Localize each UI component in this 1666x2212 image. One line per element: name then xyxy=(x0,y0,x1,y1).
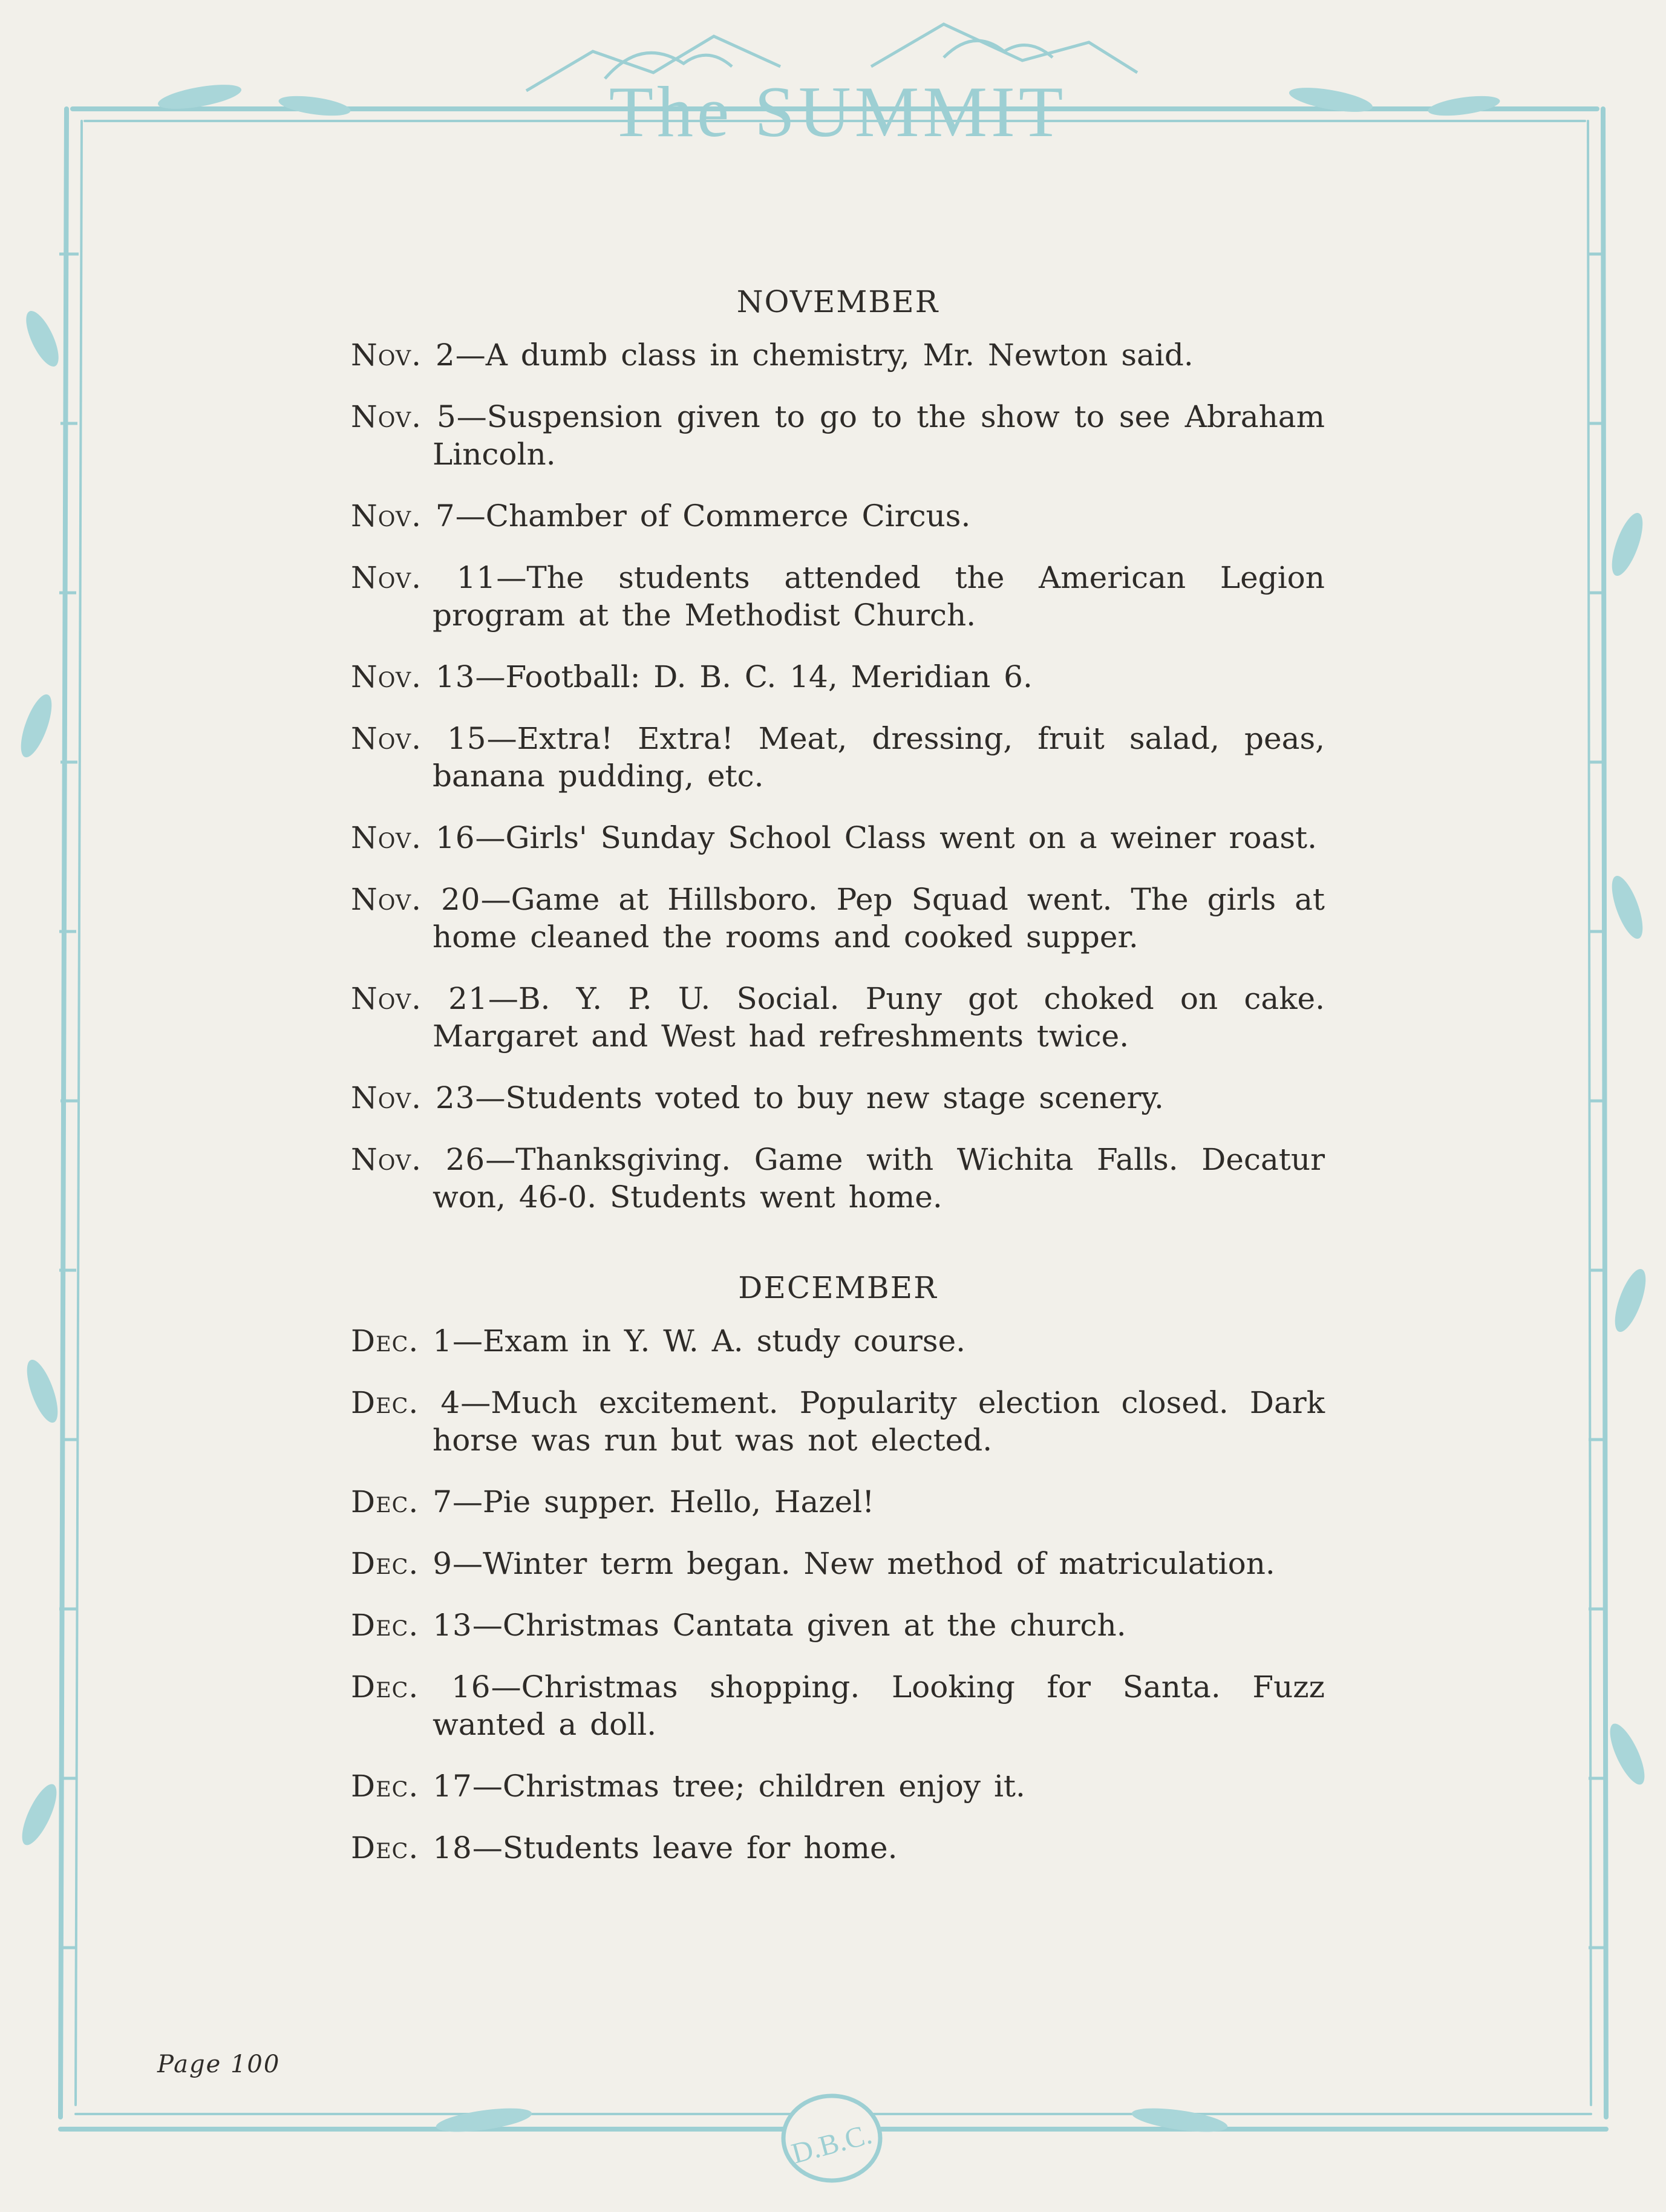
entry-dash: — xyxy=(456,399,487,434)
entry-dash: — xyxy=(475,820,506,855)
entry-text: Thanksgiving. Game with Wichita Falls. Decatur won, 46-0. Students went home. xyxy=(433,1142,1325,1215)
entry-date: Dec. 1 xyxy=(351,1323,453,1359)
calendar-entry xyxy=(351,980,1325,1055)
entry-date: Dec. 18 xyxy=(351,1830,472,1865)
entry-date: Nov. 20 xyxy=(351,882,481,917)
entry-dash: — xyxy=(480,882,511,917)
calendar-entry xyxy=(351,559,1325,634)
entry-text: Christmas shopping. Looking for Santa. Fuzz wanted a doll. xyxy=(433,1669,1325,1742)
calendar-entry xyxy=(351,881,1325,956)
calendar-content xyxy=(351,284,1325,1891)
entry-date: Nov. 13 xyxy=(351,659,475,694)
entry-date: Nov. 16 xyxy=(351,820,475,855)
calendar-entry xyxy=(351,819,1325,856)
entry-text: Students voted to buy new stage scenery. xyxy=(505,1080,1164,1115)
calendar-entry xyxy=(351,1384,1325,1459)
entry-date: Nov. 23 xyxy=(351,1080,475,1115)
calendar-entry xyxy=(351,1079,1325,1117)
entry-date: Nov. 7 xyxy=(351,498,456,533)
entry-date: Dec. 16 xyxy=(351,1669,491,1705)
entry-date: Dec. 4 xyxy=(351,1385,461,1420)
calendar-entry xyxy=(351,1607,1325,1644)
entry-date: Dec. 13 xyxy=(351,1608,472,1643)
entry-text: Christmas Cantata given at the church. xyxy=(502,1608,1126,1643)
entry-dash: — xyxy=(455,498,486,533)
entry-dash: — xyxy=(472,1608,503,1643)
entry-dash: — xyxy=(472,1830,503,1865)
entry-dash: — xyxy=(496,560,527,595)
calendar-entry xyxy=(351,336,1325,374)
entry-dash: — xyxy=(491,1669,521,1705)
month-heading: NOVEMBER xyxy=(736,284,939,319)
entry-date: Nov. 2 xyxy=(351,338,456,373)
calendar-entry xyxy=(351,1829,1325,1867)
calendar-entry xyxy=(351,398,1325,473)
calendar-entry xyxy=(351,1322,1325,1360)
entry-dash: — xyxy=(452,1323,483,1359)
entry-dash: — xyxy=(486,721,517,756)
entry-text: Christmas tree; children enjoy it. xyxy=(502,1769,1025,1804)
entry-text: A dumb class in chemistry, Mr. Newton said. xyxy=(485,338,1194,373)
entry-dash: — xyxy=(460,1385,491,1420)
entry-text: Much excitement. Popularity election closed. Dark horse was run but was not elected. xyxy=(433,1385,1325,1458)
calendar-entry xyxy=(351,497,1325,535)
calendar-entry xyxy=(351,1483,1325,1521)
entry-text: Pie supper. Hello, Hazel! xyxy=(483,1484,875,1519)
header-title: The SUMMIT xyxy=(609,71,1067,152)
entry-text: Exam in Y. W. A. study course. xyxy=(483,1323,966,1359)
entry-text: The students attended the American Legion program at the Methodist Church. xyxy=(433,560,1325,633)
calendar-entry xyxy=(351,1141,1325,1216)
entry-dash: — xyxy=(452,1546,483,1581)
entry-dash: — xyxy=(488,981,518,1016)
entry-date: Nov. 21 xyxy=(351,981,488,1016)
entry-text: Students leave for home. xyxy=(502,1830,898,1865)
entry-dash: — xyxy=(452,1484,483,1519)
entry-dash: — xyxy=(475,1080,506,1115)
entry-text: Suspension given to go to the show to see Abraham Lincoln. xyxy=(433,399,1325,472)
entry-text: Football: D. B. C. 14, Meridian 6. xyxy=(505,659,1033,694)
entry-date: Nov. 26 xyxy=(351,1142,486,1177)
calendar-entry xyxy=(351,720,1325,795)
entry-dash: — xyxy=(475,659,506,694)
page-number: Page 100 xyxy=(157,2051,281,2078)
entry-date: Nov. 5 xyxy=(351,399,457,434)
entry-date: Dec. 17 xyxy=(351,1769,472,1804)
calendar-entry xyxy=(351,658,1325,696)
entry-text: Extra! Extra! Meat, dressing, fruit salad, peas, banana pudding, etc. xyxy=(433,721,1325,794)
calendar-entry xyxy=(351,1668,1325,1743)
entry-date: Dec. 9 xyxy=(351,1546,453,1581)
calendar-entry xyxy=(351,1545,1325,1582)
entry-date: Dec. 7 xyxy=(351,1484,453,1519)
entry-text: Winter term began. New method of matriculation. xyxy=(483,1546,1275,1581)
entry-text: B. Y. P. U. Social. Puny got choked on cake. Margaret and West had refreshments twice. xyxy=(433,981,1325,1054)
calendar-entry xyxy=(351,1767,1325,1805)
entry-date: Nov. 11 xyxy=(351,560,497,595)
month-heading: DECEMBER xyxy=(738,1270,938,1305)
entry-text: Girls' Sunday School Class went on a weiner roast. xyxy=(505,820,1317,855)
entry-text: Chamber of Commerce Circus. xyxy=(485,498,971,533)
seal-text: D.B.C. xyxy=(788,2118,875,2170)
entry-dash: — xyxy=(485,1142,516,1177)
entry-dash: — xyxy=(472,1769,503,1804)
entry-dash: — xyxy=(455,338,486,373)
entry-date: Nov. 15 xyxy=(351,721,487,756)
entry-text: Game at Hillsboro. Pep Squad went. The girls at home cleaned the rooms and cooked supper. xyxy=(433,882,1325,954)
